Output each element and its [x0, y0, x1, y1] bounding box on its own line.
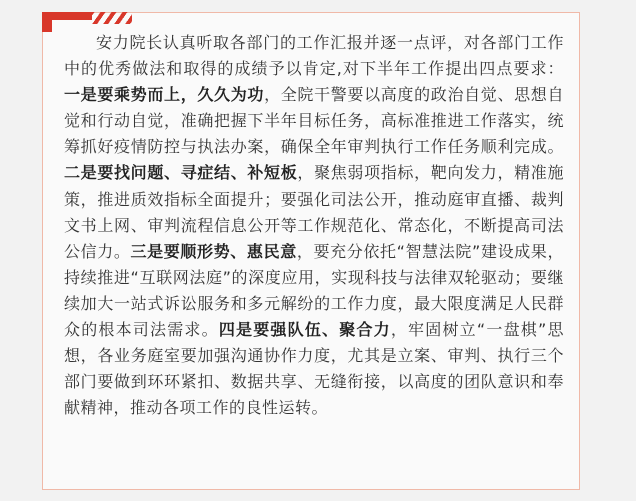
point4-text: ，牢固树立“一盘棋”思想，各业务庭室要加强沟通协作力度，尤其是立案、审判、执行三个部门要做到环环紧扣、数据共享、无缝衔接，以高度的团队意识和奉献精神，推动各项工作的良性运转。 — [64, 320, 564, 418]
point3-text: ，要充分依托“智慧法院”建设成果，持续推进“互联网法庭”的深度应用，实现科技与法律双轮驱动；要继续加大一站式诉讼服务和多元解纷的工作力度，最大限度满足人民群众的根本司法需求。 — [64, 241, 564, 340]
corner-stripes — [92, 12, 132, 24]
intro-text: 安力院长认真听取各部门的工作汇报并逐一点评，对各部门工作中的优秀做法和取得的成绩予以肯定,对下半年工作提出四点要求： — [64, 33, 564, 79]
article-paragraph — [64, 30, 564, 421]
point2-title: 二是要找问题、寻症结、补短板 — [64, 163, 298, 183]
corner-decoration — [42, 12, 132, 32]
point4-title: 四是要强队伍、聚合力 — [218, 320, 391, 340]
point2-text: ，聚焦弱项指标，靶向发力，精准施策，推进质效指标全面提升；要强化司法公开，推动庭审直播、裁判文书上网、审判流程信息公开等工作规范化、常态化，不断提高司法公信力。 — [64, 163, 564, 261]
point1-text: ，全院干警要以高度的政治自觉、思想自觉和行动自觉，准确把握下半年目标任务，高标准推进工作落实，统筹抓好疫情防控与执法办案，确保全年审判执行工作任务顺利完成。 — [64, 85, 564, 157]
corner-solid — [42, 12, 52, 32]
point3-title: 三是要顺形势、惠民意 — [130, 241, 297, 261]
point1-title: 一是要乘势而上，久久为功 — [64, 85, 265, 105]
